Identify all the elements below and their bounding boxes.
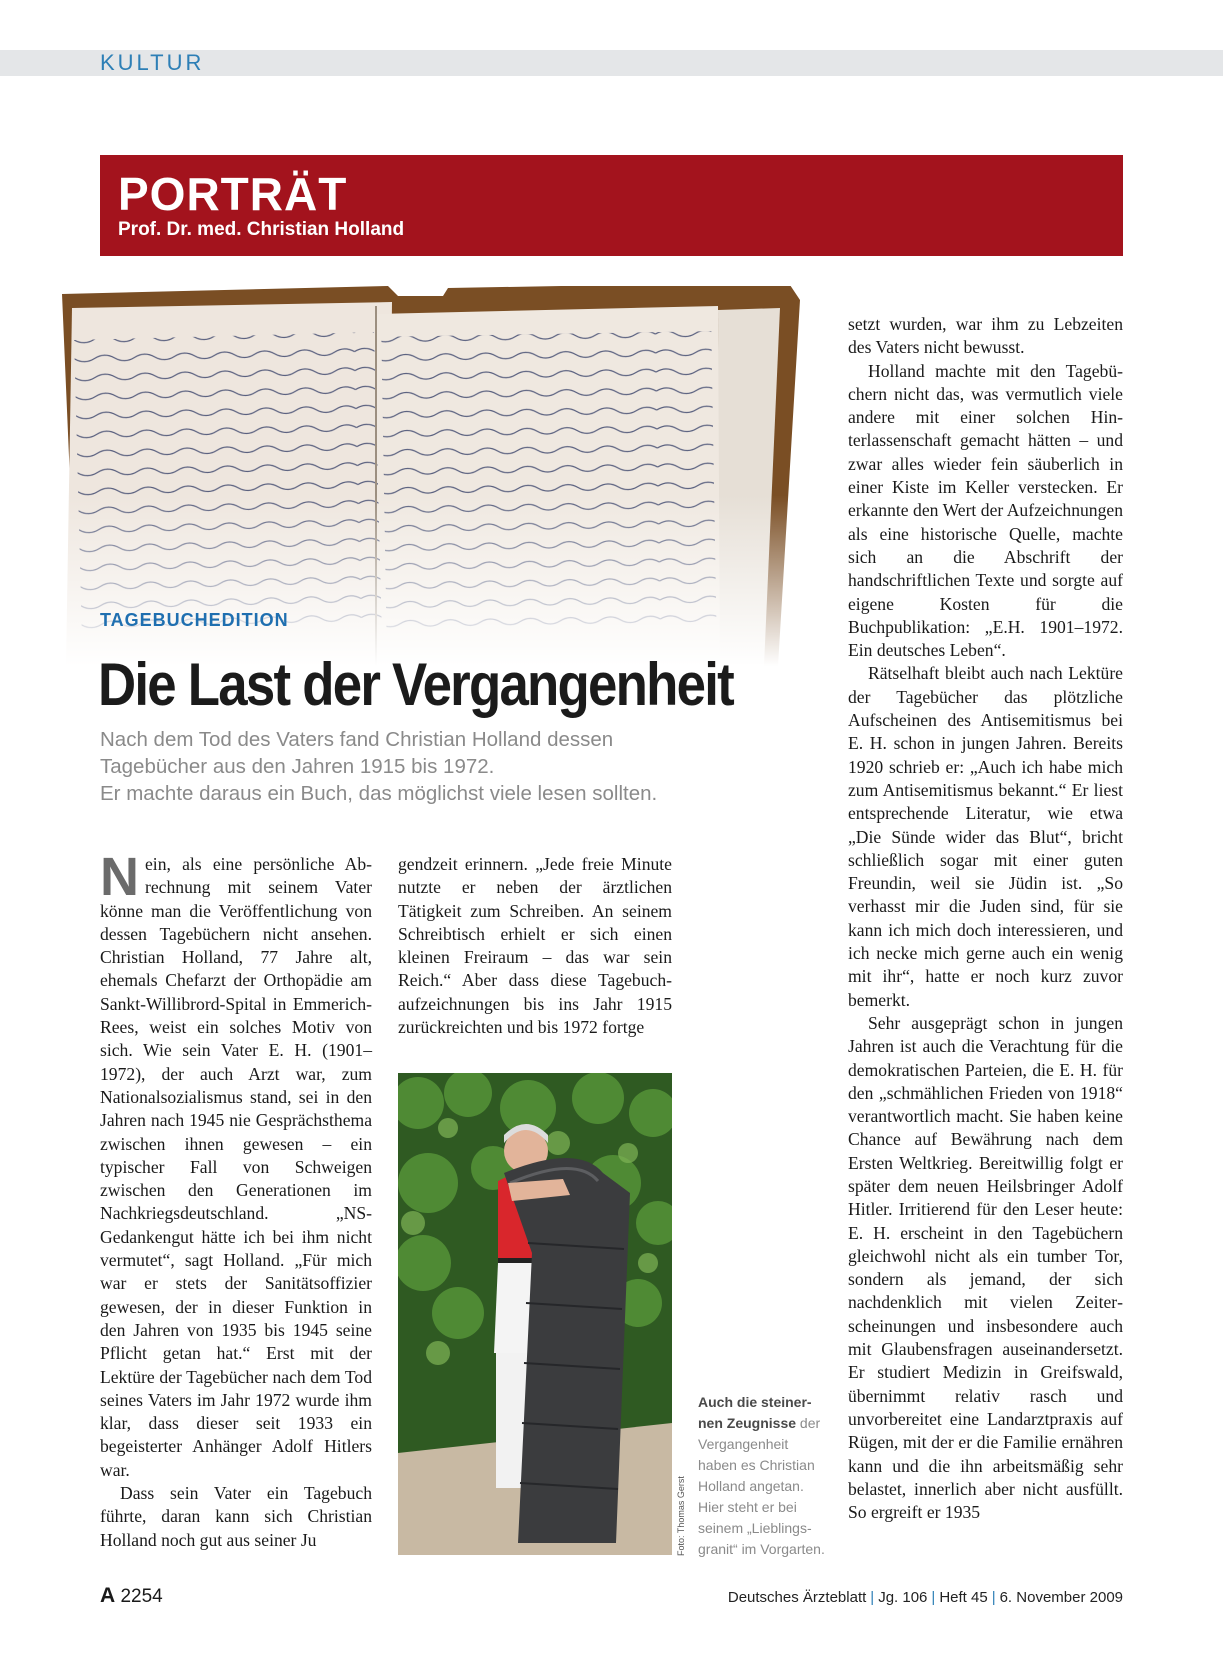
body-paragraph: gendzeit erinnern. „Jede freie Minute nutzte er neben der ärztlichen Tätigkeit zum Schreiben. An seinem Schreibtisch erhielt er sich einen kleinen Freiraum – das war sein Reich.“ Aber dass diese Tagebuchaufzeichnungen bis ins Jahr 1915 zurückreichten und bis 1972 fortge (398, 854, 672, 1038)
drop-cap: N (100, 847, 139, 907)
journal-issue: Heft 45 (939, 1589, 988, 1606)
portrait-banner (100, 155, 1123, 256)
body-column-1 (100, 847, 372, 1552)
page-prefix: A (100, 1584, 116, 1607)
caption-lead: Auch die steinernen Zeugnisse (698, 1394, 812, 1431)
diary-photo (58, 286, 830, 666)
body-paragraph: Holland machte mit den Tagebüchern nicht das, was vermutlich viele andere mit einer solchen Hinterlassenschaft gemacht hätten – und zwar alles wieder fein säuberlich in einer Kiste im Keller verstecken. Er erkannte den Wert der Aufzeichnungen als eine historische Quelle, machte sich an die Abschrift der handschriftlichen Texte und sorgte auf eigene Kosten für die Buchpublikation: „E.H. 1901–1972. Ein deutsches Leben“. (848, 360, 1123, 661)
journal-name: Deutsches Ärzteblatt (727, 1589, 867, 1606)
banner-subtitle: Prof. Dr. med. Christian Holland (118, 219, 405, 240)
body-column-2 (398, 853, 672, 1039)
deck-line: Nach dem Tod des Vaters fand Christian Holland dessen (100, 728, 614, 751)
deck-line: Tagebücher aus den Jahren 1915 bis 1972. (100, 755, 495, 778)
page-number (100, 1584, 163, 1608)
journal-info (728, 1589, 1123, 1606)
page-number-value: 2254 (120, 1586, 163, 1607)
deck-line: Er machte daraus ein Buch, das möglichst viele lesen sollten. (100, 782, 658, 805)
diary-illustration (58, 286, 830, 666)
paragraph-text: ein, als eine persönliche Abrechnung mit seinem Vater könne man die Veröffentlichung von dessen Tagebüchern nicht ansehen. Christian Holland, 77 Jahre alt, ehemals Chefarzt der Orthopädie am Sankt-Willibrord-Spital in Emmerich-Rees, weist ein solches Motiv von sich. Wie sein Vater E. H. (1901–1972), der auch Arzt war, zum Nationalsozialismus stand, sei in den Jahren nach 1945 nie Gesprächsthema zwischen ihnen gewesen – ein typischer Fall von Schweigen zwischen den Generationen im Nachkriegsdeutschland. „NS-Gedankengut hätte ich bei ihm nicht vermutet“, sagt Holland. „Für mich war er stets der Sanitätsoffizier gewesen, der in dieser Funktion in den Jahren von 1935 bis 1945 seine Pflicht getan hat.“ Erst mit der Lektüre der Tagebücher nach dem Tod seines Vaters im Jahr 1972 wurde ihm klar, dass dieser seit 1933 ein begeisterter Anhänger Adolf Hitlers war. (100, 854, 372, 1480)
body-paragraph (100, 847, 372, 1482)
photo-credit: Foto: Thomas Gerst (676, 1476, 686, 1556)
journal-date: 6. November 2009 (999, 1589, 1123, 1606)
body-paragraph: Rätselhaft bleibt auch nach Lektüre der Tagebücher das plötzliche Aufscheinen des Antisemitismus bei E. H. schon in jungen Jahren. Bereits 1920 schrieb er: „Auch ich habe mich zum Antisemitismus bekannt.“ Er liest entsprechende Literatur, wie etwa „Die Sünde wider das Blut“, bricht schließlich sogar mit einer guten Freundin, weil sie Jüdin ist. „So verhasst mir die Juden sind, für sie kann ich mich doch interessieren, und ich necke mich gerne auch ein wenig mit ihr“, hatte er noch kurz zuvor bemerkt. (848, 663, 1123, 1010)
body-paragraph: setzt wurden, war ihm zu Lebzeiten des Vaters nicht bewusst. (848, 314, 1123, 358)
body-paragraph: Sehr ausgeprägt schon in jungen Jahren ist auch die Verachtung für die demokratischen Parteien, die E. H. für den „schmählichen Frieden von 1918“ verantwortlich macht. Sie haben keine Chance auf Bewährung nach dem Ersten Weltkrieg. Bereitwillig folgt er später dem neuen Heilsbringer Adolf Hitler. Irritierend für den Leser heute: E. H. erscheint in den Tagebüchern gleichwohl nicht als ein tumber Tor, sondern als jemand, der sich nachdenklich mit vielen Zeiterscheinungen und insbesondere auch mit Glaubensfragen auseinandersetzt. Er studiert Medizin in Greifswald, übernimmt relativ rasch und unvorbereitet eine Landarztpraxis auf Rügen, mit der er die Familie ernähren kann und die ihn arbeitsmäßig sehr belastet, innerlich aber nicht ausfüllt. So ergreift er 1935 (848, 1012, 1123, 1523)
section-label: KULTUR (100, 50, 205, 75)
body-column-3 (848, 313, 1123, 1524)
banner-title: PORTRÄT (118, 168, 348, 220)
article-headline: Die Last der Vergangenheit (98, 651, 733, 718)
body-paragraph: Dass sein Vater ein Tagebuch führte, daran kann sich Christian Holland noch gut aus seiner Ju (100, 1483, 372, 1550)
portrait-photo (398, 1073, 672, 1555)
article-deck (100, 726, 800, 807)
article-kicker: TAGEBUCHEDITION (100, 610, 289, 630)
separator: | (991, 1589, 996, 1606)
photo-caption (698, 1392, 828, 1560)
journal-volume: Jg. 106 (878, 1589, 928, 1606)
portrait-illustration (398, 1073, 672, 1555)
separator: | (931, 1589, 936, 1606)
separator: | (870, 1589, 875, 1606)
caption-text: der Vergangenheit haben es Christian Holland angetan. Hier steht er bei seinem „Lieblingsgranit“ im Vorgarten. (698, 1415, 825, 1557)
